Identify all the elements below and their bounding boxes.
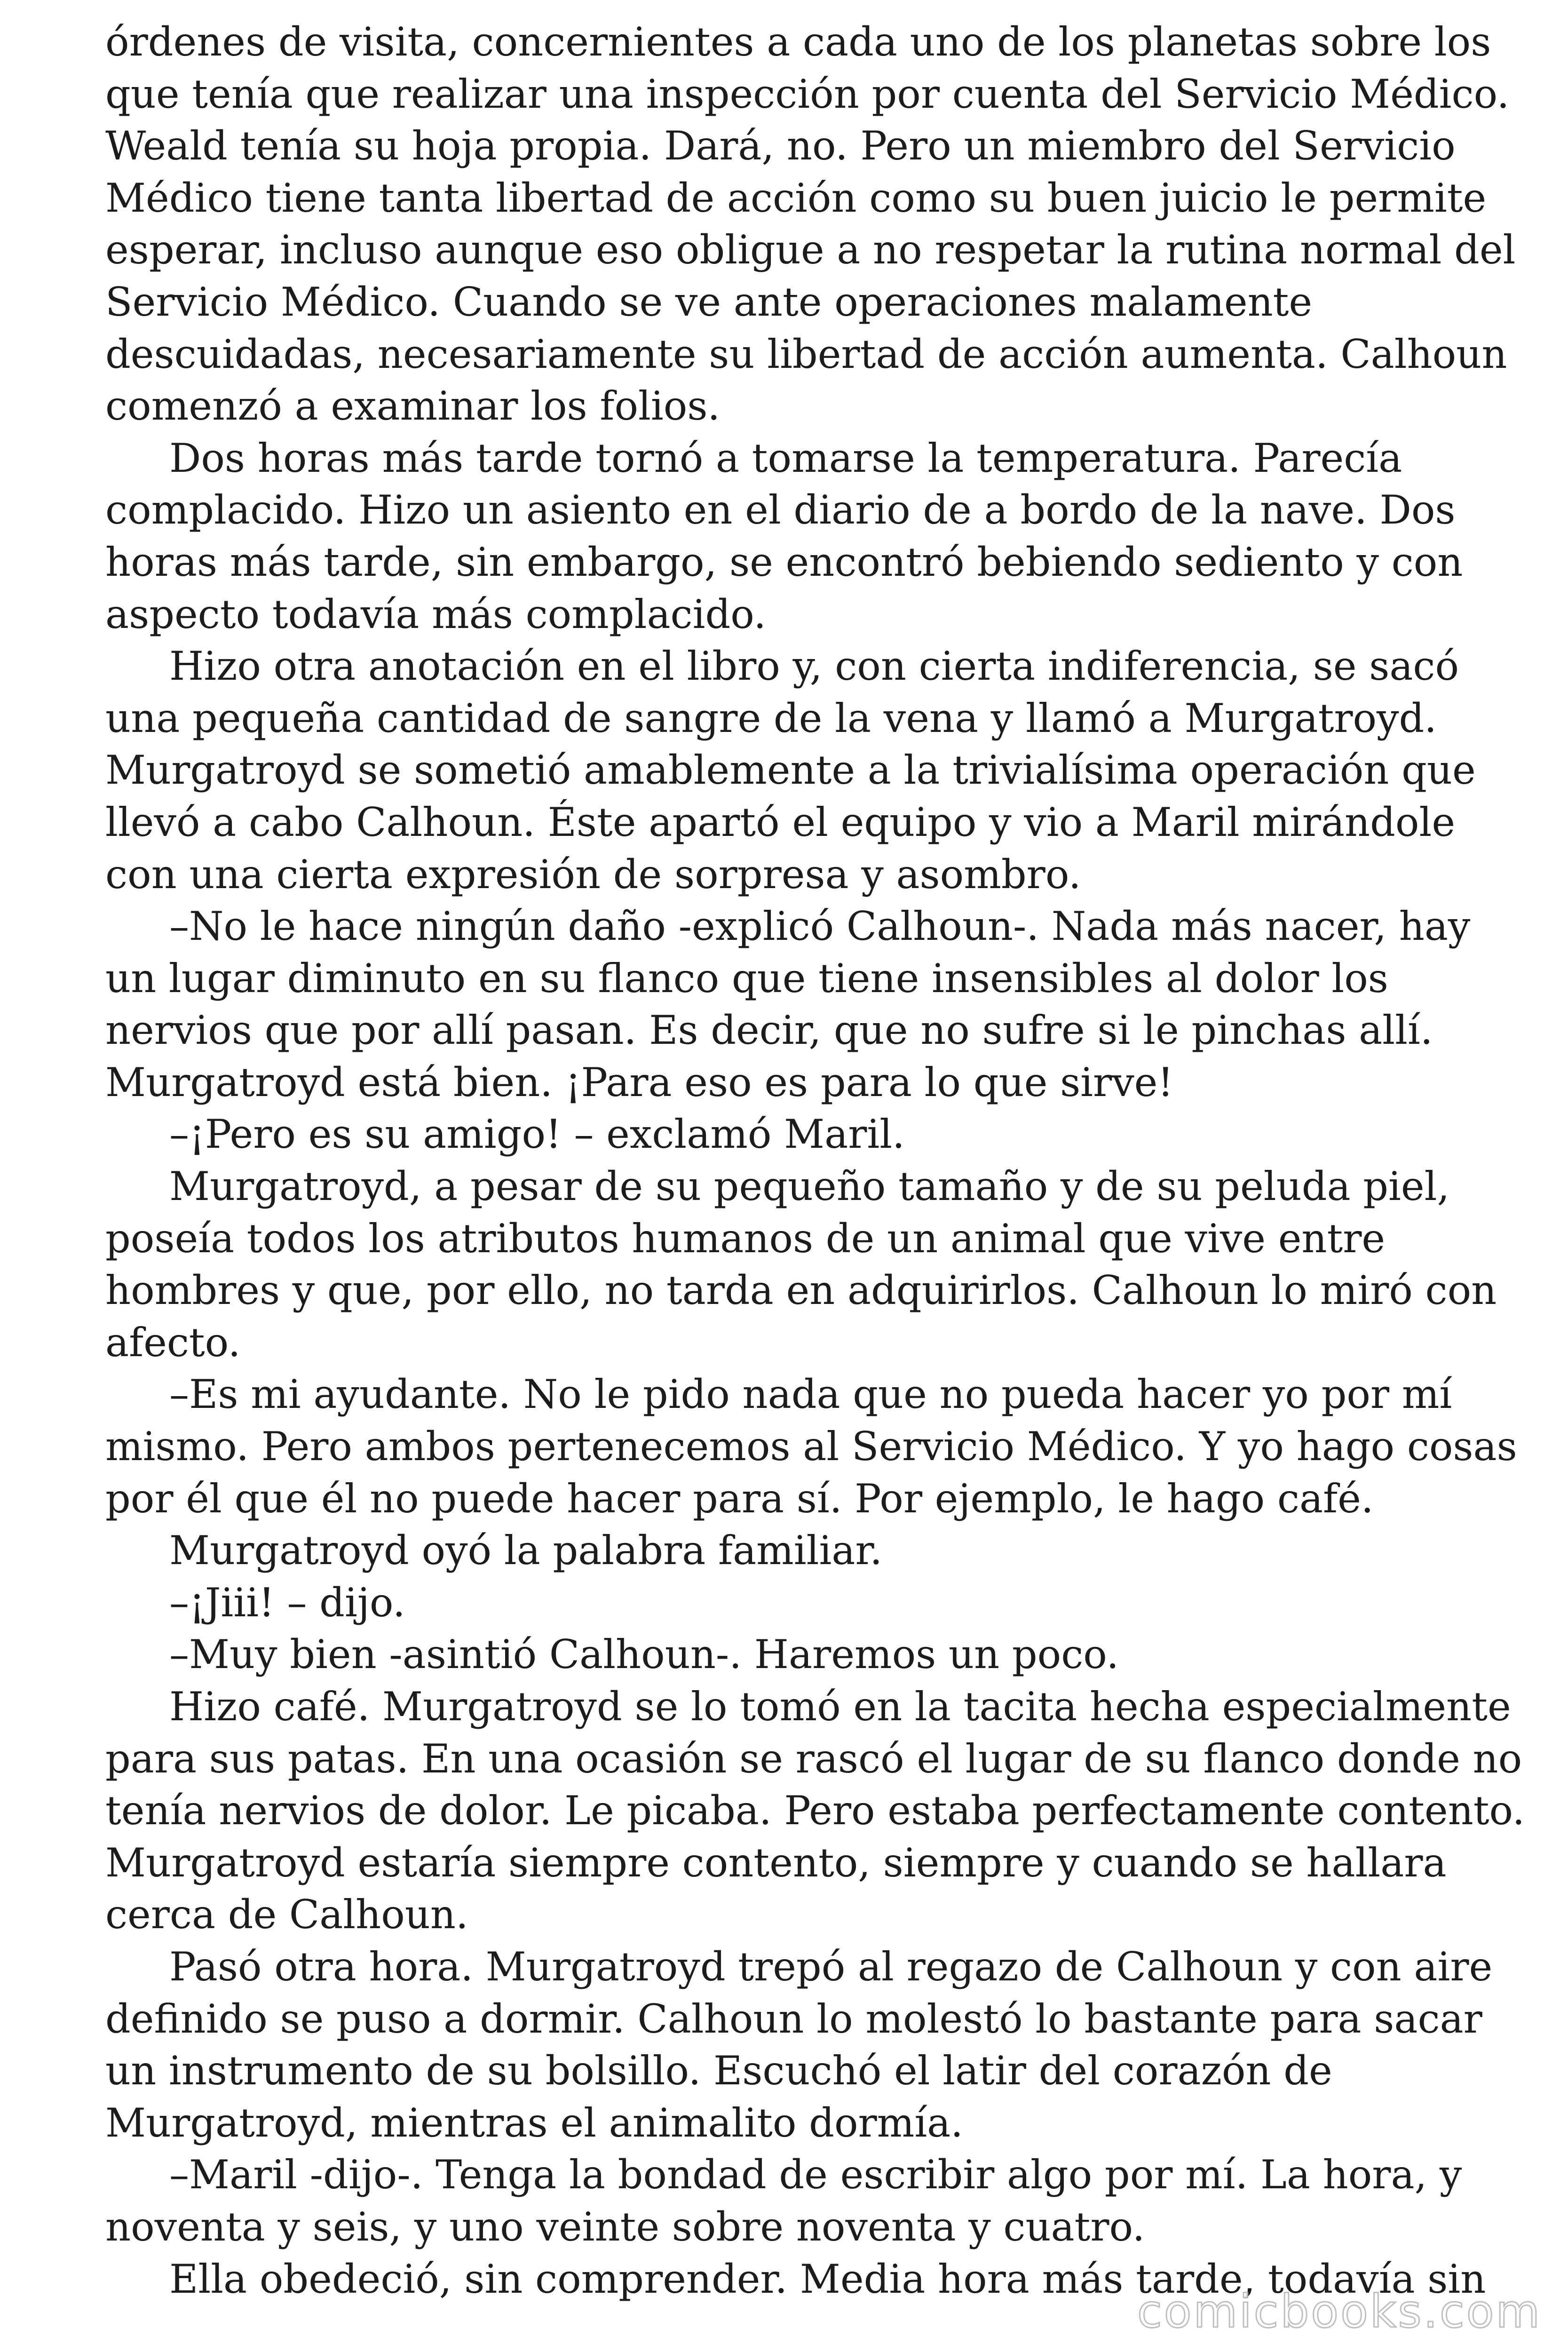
watermark: comicbooks.com — [1137, 2285, 1542, 2338]
text-line: comenzó a examinar los folios. — [105, 383, 721, 429]
text-line: Murgatroyd se sometió amablemente a la trivialísima operación que — [105, 747, 1476, 794]
text-line: horas más tarde, sin embargo, se encontró bebiendo sediento y con — [105, 539, 1463, 585]
text-line: un instrumento de su bolsillo. Escuchó el latir del corazón de — [105, 2048, 1332, 2094]
page-body-text — [105, 16, 1525, 2305]
text-line: nervios que por allí pasan. Es decir, que no sufre si le pinchas allí. — [105, 1007, 1433, 1054]
text-line: que tenía que realizar una inspección por cuenta del Servicio Médico. — [105, 71, 1510, 117]
text-line: descuidadas, necesariamente su libertad de acción aumenta. Calhoun — [105, 331, 1507, 377]
text-line: esperar, incluso aunque eso obligue a no respetar la rutina normal del — [105, 227, 1516, 273]
text-line: Médico tiene tanta libertad de acción como su buen juicio le permite — [105, 175, 1487, 221]
text-line: hombres y que, por ello, no tarda en adquirirlos. Calhoun lo miró con — [105, 1267, 1497, 1314]
text-line: –¡Jiii! – dijo. — [169, 1579, 405, 1626]
text-line: órdenes de visita, concernientes a cada uno de los planetas sobre los — [105, 19, 1491, 65]
text-line: un lugar diminuto en su flanco que tiene insensibles al dolor los — [105, 955, 1388, 1001]
text-line: para sus patas. En una ocasión se rascó el lugar de su flanco donde no — [105, 1735, 1522, 1782]
text-line: llevó a cabo Calhoun. Éste apartó el equipo y vio a Maril mirándole — [105, 799, 1456, 845]
text-line: mismo. Pero ambos pertenecemos al Servicio Médico. Y yo hago cosas — [105, 1423, 1517, 1470]
text-line: aspecto todavía más complacido. — [105, 591, 767, 637]
text-line: definido se puso a dormir. Calhoun lo molestó lo bastante para sacar — [105, 1995, 1482, 2042]
text-line: –¡Pero es su amigo! – exclamó Maril. — [169, 1111, 905, 1158]
text-line: Murgatroyd está bien. ¡Para eso es para lo que sirve! — [105, 1059, 1174, 1105]
text-line: –Muy bien -asintió Calhoun-. Haremos un poco. — [169, 1631, 1119, 1678]
text-line: Servicio Médico. Cuando se ve ante operaciones malamente — [105, 278, 1313, 325]
text-line: –No le hace ningún daño -explicó Calhoun-. Nada más nacer, hay — [169, 903, 1471, 950]
text-line: Murgatroyd oyó la palabra familiar. — [169, 1527, 883, 1574]
text-line: con una cierta expresión de sorpresa y asombro. — [105, 851, 1081, 898]
text-line: Murgatroyd estaría siempre contento, siempre y cuando se hallara — [105, 1839, 1447, 1886]
text-line: por él que él no puede hacer para sí. Por ejemplo, le hago café. — [105, 1475, 1374, 1522]
text-line: Murgatroyd, a pesar de su pequeño tamaño y de su peluda piel, — [169, 1163, 1450, 1210]
text-line: –Maril -dijo-. Tenga la bondad de escribir algo por mí. La hora, y — [169, 2152, 1462, 2198]
text-line: noventa y seis, y uno veinte sobre noventa y cuatro. — [105, 2203, 1145, 2250]
text-line: tenía nervios de dolor. Le picaba. Pero estaba perfectamente contento. — [105, 1788, 1525, 1834]
text-line: Murgatroyd, mientras el animalito dormía. — [105, 2099, 963, 2146]
text-line: Pasó otra hora. Murgatroyd trepó al regazo de Calhoun y con aire — [169, 1943, 1493, 1990]
text-line: Hizo café. Murgatroyd se lo tomó en la tacita hecha especialmente — [169, 1684, 1511, 1730]
text-line: Ella obedeció, sin comprender. Media hora más tarde, todavía sin — [169, 2256, 1486, 2302]
text-line: una pequeña cantidad de sangre de la vena y llamó a Murgatroyd. — [105, 695, 1437, 741]
text-line: Hizo otra anotación en el libro y, con cierta indiferencia, se sacó — [169, 643, 1459, 690]
text-line: afecto. — [105, 1319, 241, 1366]
text-line: –Es mi ayudante. No le pido nada que no pueda hacer yo por mí — [169, 1371, 1452, 1418]
text-line: Weald tenía su hoja propia. Dará, no. Pero un miembro del Servicio — [105, 123, 1456, 169]
text-line: cerca de Calhoun. — [105, 1891, 468, 1938]
text-line: Dos horas más tarde tornó a tomarse la temperatura. Parecía — [169, 435, 1402, 481]
text-line: complacido. Hizo un asiento en el diario de a bordo de la nave. Dos — [105, 487, 1456, 533]
text-line: poseía todos los atributos humanos de un animal que vive entre — [105, 1215, 1386, 1262]
